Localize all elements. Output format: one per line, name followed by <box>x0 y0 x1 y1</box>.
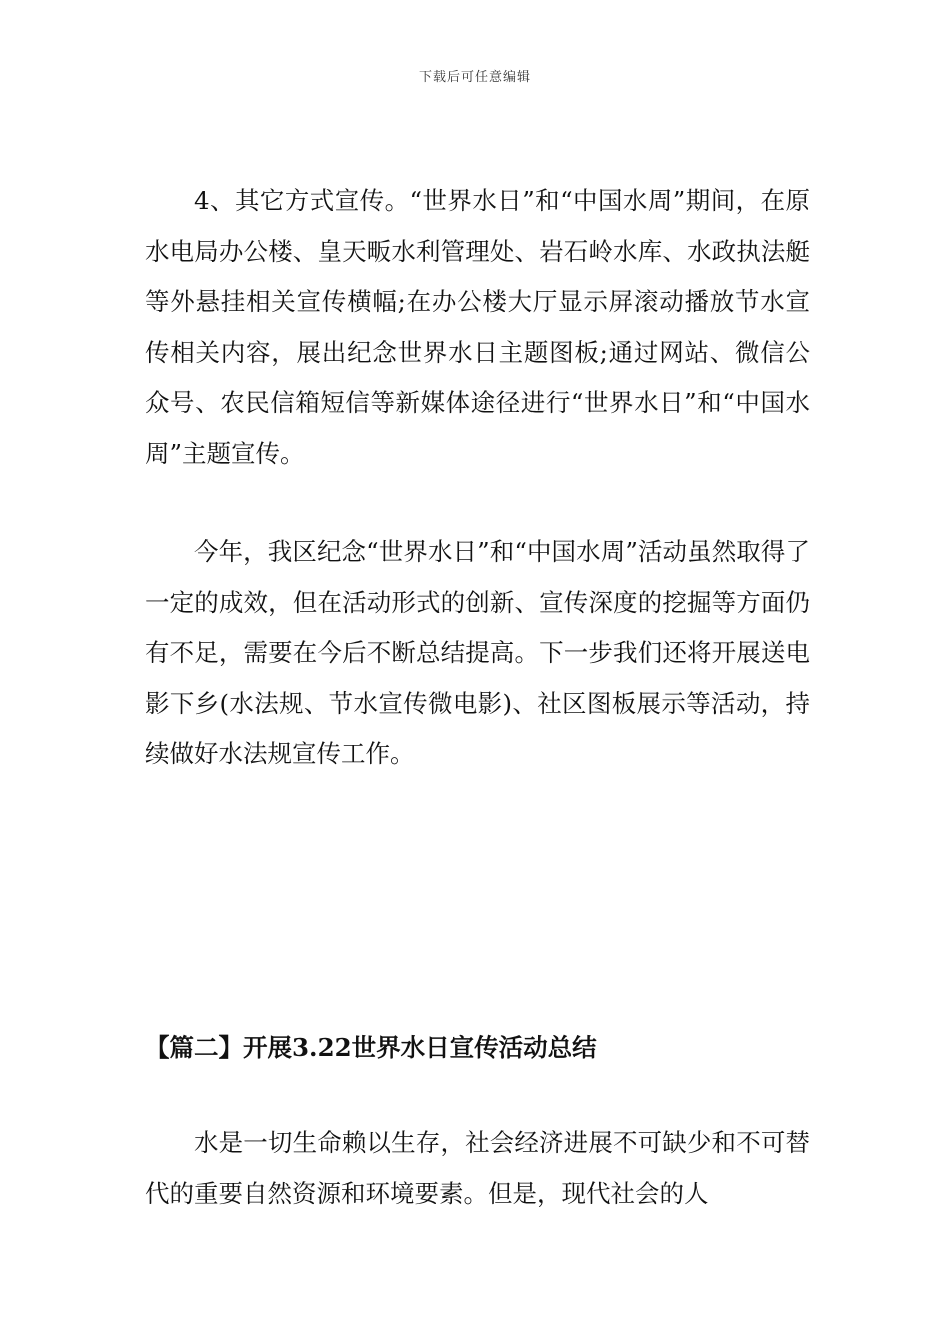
paragraph-other-publicity: 4、其它方式宣传。“世界水日”和“中国水周”期间，在原水电局办公楼、皇天畈水利管理处、岩石岭水库、水政执法艇等外悬挂相关宣传横幅;在办公楼大厅显示屏滚动播放节水宣传相关内容，展出纪念世界水日主题图板;通过网站、微信公众号、农民信箱短信等新媒体途径进行“世界水日”和“中国水周”主题宣传。 <box>145 186 810 468</box>
page-header: 下载后可任意编辑 <box>418 70 531 85</box>
section-heading: 【篇二】开展3.22世界水日宣传活动总结 <box>145 1033 597 1062</box>
paragraph-intro: 水是一切生命赖以生存，社会经济进展不可缺少和不可替代的重要自然资源和环境要素。但是，现代社会的人 <box>145 1128 810 1208</box>
paragraph-summary: 今年，我区纪念“世界水日”和“中国水周”活动虽然取得了一定的成效，但在活动形式的创新、宣传深度的挖掘等方面仍有不足，需要在今后不断总结提高。下一步我们还将开展送电影下乡(水法规、节水宣传微电影)、社区图板展示等活动，持续做好水法规宣传工作。 <box>145 537 810 768</box>
document-body <box>145 176 810 780</box>
section-two-body <box>145 1118 810 1219</box>
